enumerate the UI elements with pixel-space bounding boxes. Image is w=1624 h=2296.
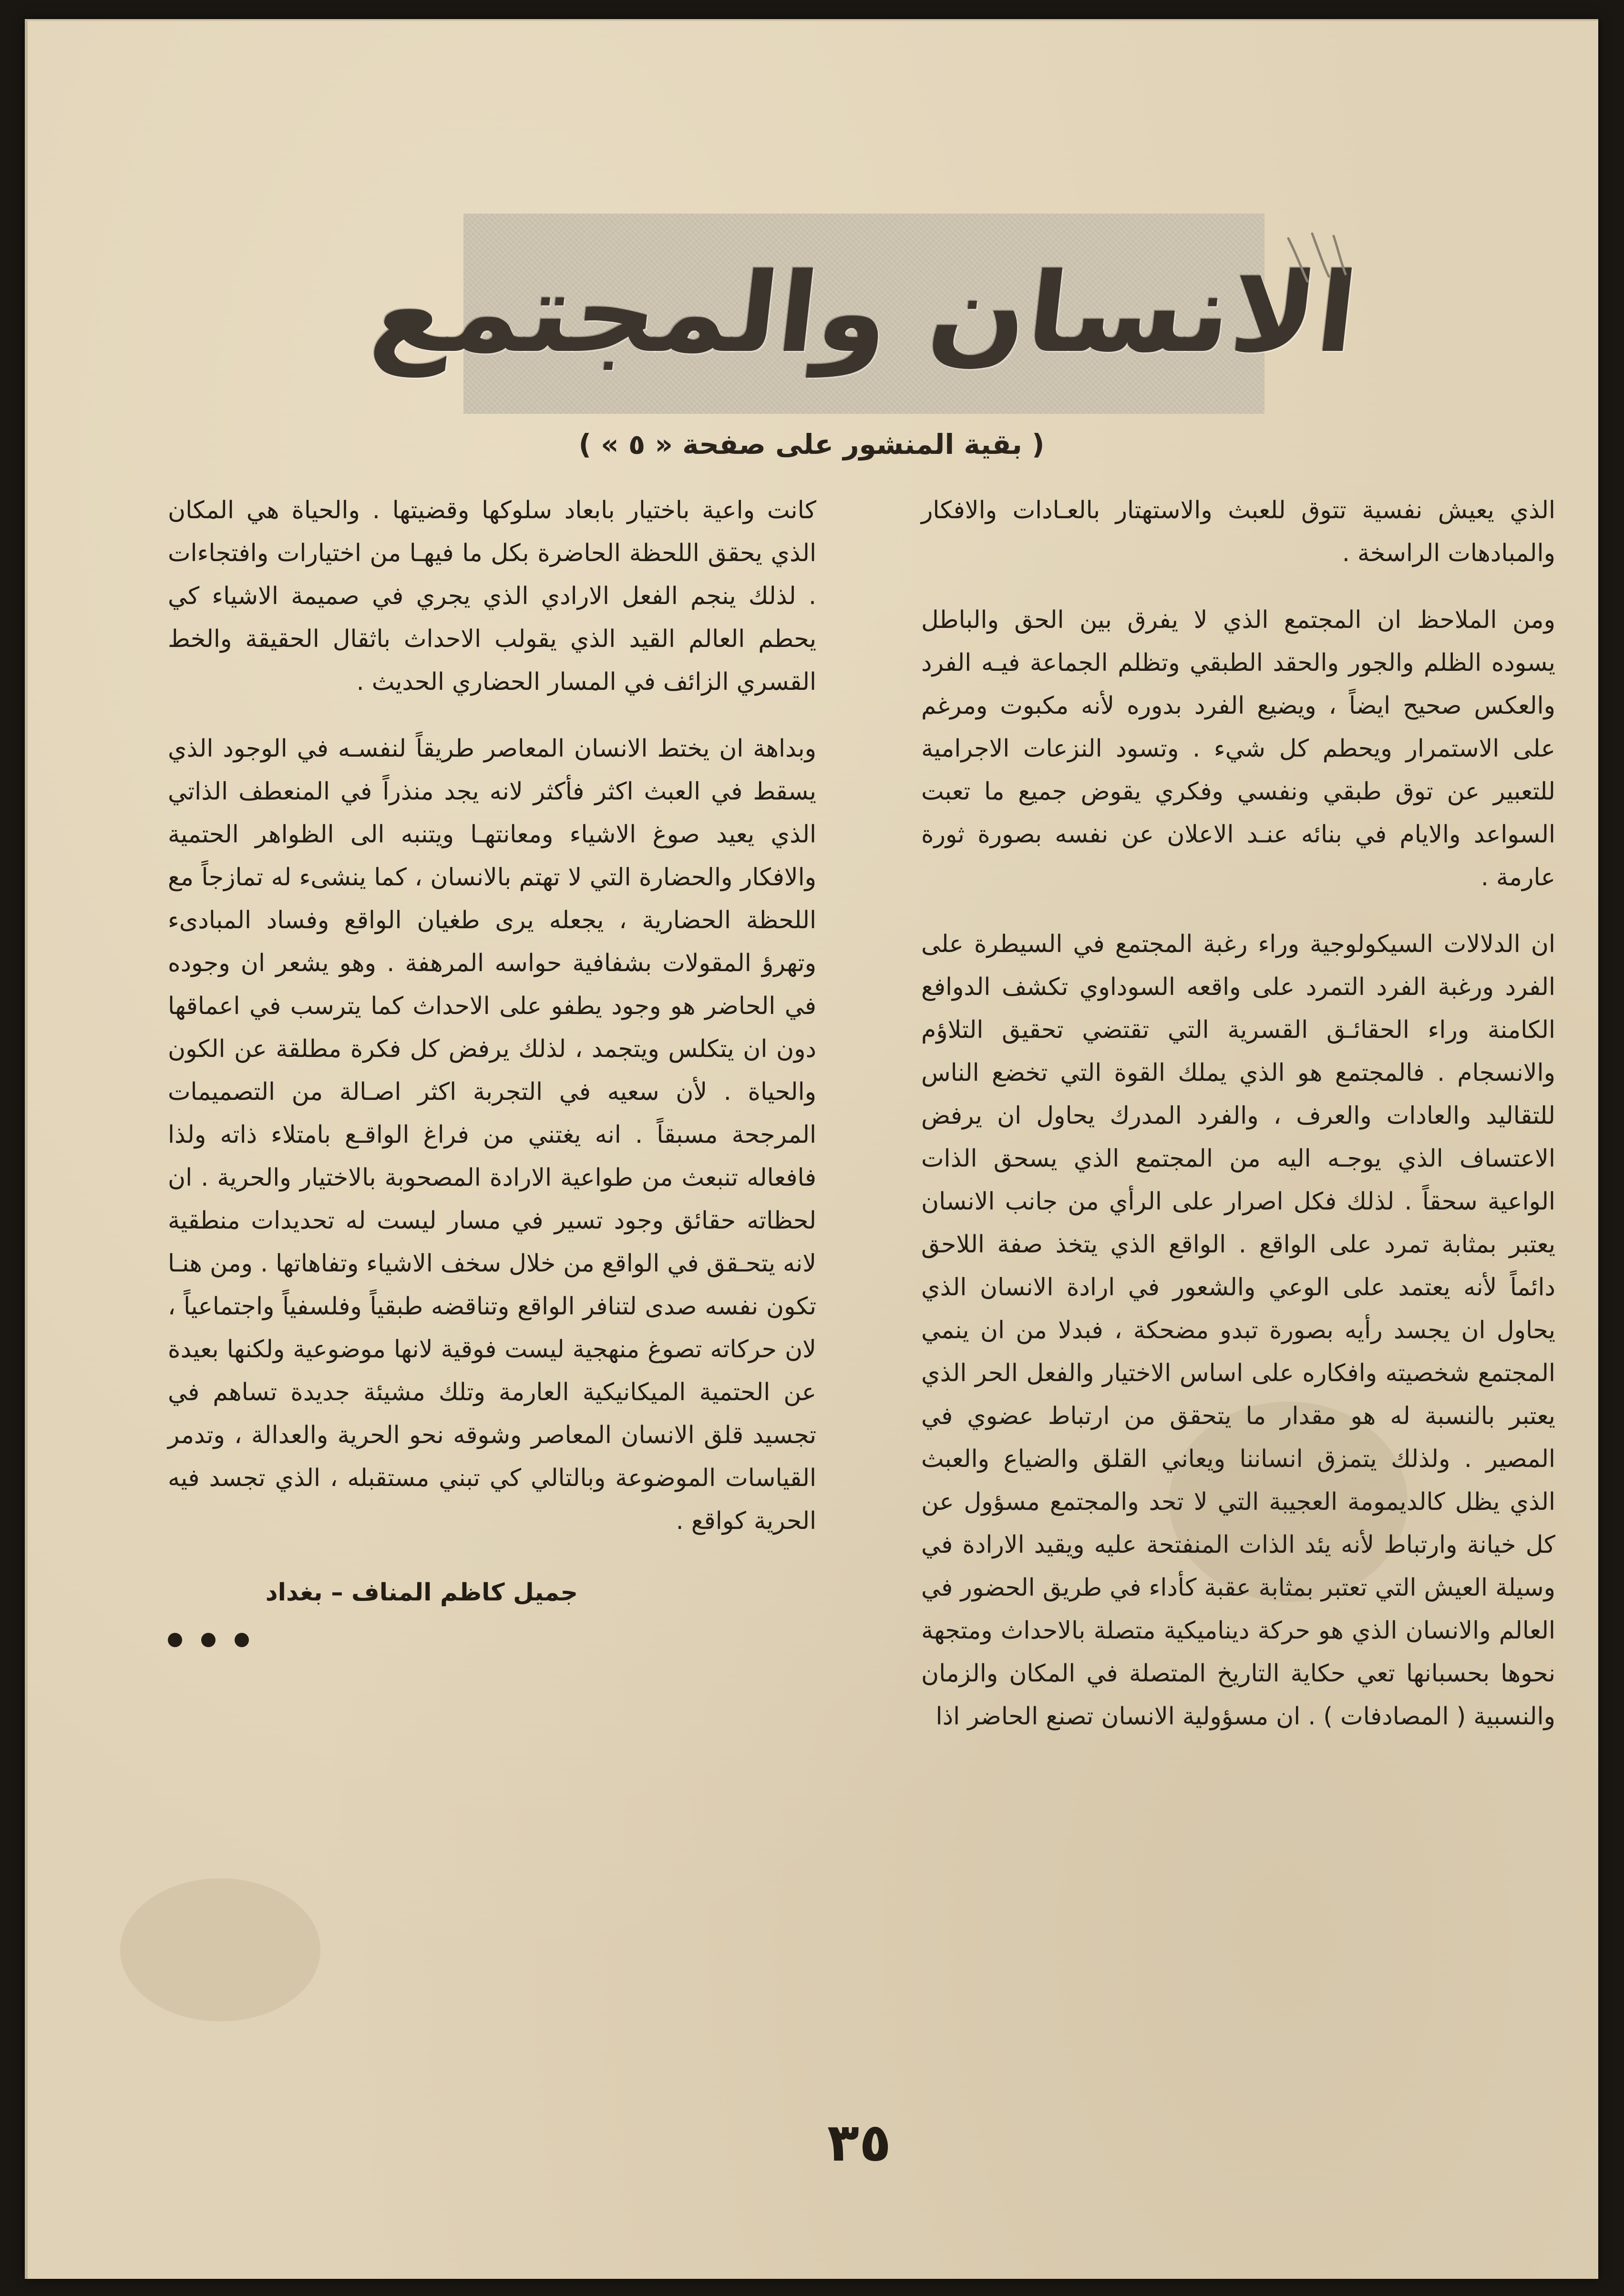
ornament-dot: [168, 1633, 182, 1647]
magazine-page: [25, 19, 1598, 2279]
pencil-mark: [1279, 229, 1355, 286]
right-column: [921, 489, 1555, 1738]
author-signature: جميل كاظم المناف – بغداد: [265, 1578, 578, 1606]
title-banner: [364, 214, 1364, 414]
left-column-paragraph: وبداهة ان يختط الانسان المعاصر طريقاً لنفسـه في الوجود الذي يسقط في العبث اكثر فأكثر لانه يجد منذراً في المنعطف الذاتي الذي يعيد صوغ الاشياء ومعانتهـا ويتنبه الى الظواهر الحتمية والافكار والحضارة التي لا تهتم بالانسان ، كما ينشىء له تمازجاً مع اللحظة الحضارية ، يجعله يرى طغيان الواقع وفساد المبادىء وتهرؤ المقولات بشفافية حواسه المرهفة . وهو يشعر ان وجوده في الحاضر هو وجود يطفو على الاحداث كما يترسب في اعماقها دون ان يتكلس ويتجمد ، لذلك يرفض كل فكرة مطلقة عن الكون والحياة . لأن سعيه في التجربة اكثر اصـالة من التصميمات المرجحة مسبقاً . انه يغتني من فراغ الواقـع بامتلاء ذاته ولذا فافعاله تنبعث من طواعية الارادة المصحوبة بالاختيار والحرية . ان لحظاته حقائق وجود تسير في مسار ليست له تحديدات منطقية لانه يتحـقق في الواقع من خلال سخف الاشياء وتفاهاتها . ومن هنـا تكون نفسه صدى لتنافر الواقع وتناقضه طبقياً وفلسفياً واجتماعياً ، لان حركاته تصوغ منهجية ليست فوقية لانها موضوعية ولكنها بعيدة عن الحتمية الميكانيكية العارمة وتلك مشيئة جديدة تساهم في تجسيد قلق الانسان المعاصر وشوقه نحو الحرية والعدالة ، وتدمر القياسات الموضوعة وبالتالي كي تبني مستقبله ، الذي تجسد فيه الحرية كواقع .: [168, 734, 816, 1535]
right-column-paragraph: ان الدلالات السيكولوجية وراء رغبة المجتمع في السيطرة على الفرد ورغبة الفرد التمرد على واقعه السوداوي تكشف الدوافع الكامنة وراء الحقائـق القسرية التي تقتضي تحقيق التلاؤم والانسجام . فالمجتمع هو الذي يملك القوة التي تخضع الناس للتقاليد والعادات والعرف ، والفرد المدرك يحاول ان يرفض الاعتساف الذي يوجـه اليه من المجتمع الذي يسحق الذات الواعية سحقاً . لذلك فكل اصرار على الرأي من جانب الانسان يعتبر بمثابة تمرد على الواقع . الواقع الذي يتخذ صفة اللاحق دائماً لأنه يعتمد على الوعي والشعور في ارادة الانسان الذي يحاول ان يجسد رأيه بصورة تبدو مضحكة ، فبدلا من ان ينمي المجتمع شخصيته وافكاره على اساس الاختيار والفعل الحر الذي يعتبر بالنسبة له هو مقدار ما يتحقق من ارتباط عضوي في المصير . ولذلك يتمزق انساننا ويعاني القلق والضياع والعبث الذي يظل كالديمومة العجيبة التي لا تحد والمجتمع مسؤول عن كل خيانة وارتباط لأنه يئد الذات المنفتحة عليه ويقيد الارادة في وسيلة العيش التي تعتبر بمثابة عقبة كأداء في طريق الحضور في العالم والانسان الذي هو حركة ديناميكية متصلة بالاحداث ومتجهة نحوها بحسبانها تعي حكاية التاريخ المتصلة في المكان والزمان والنسبية ( المصادفات ) . ان مسؤولية الانسان تصنع الحاضر اذا: [921, 930, 1555, 1730]
article-title: الانسان والمجتمع: [364, 250, 1364, 377]
ornament-dot: [235, 1633, 249, 1647]
right-column-paragraph: الذي يعيش نفسية تتوق للعبث والاستهتار بالعـادات والافكار والمبادهات الراسخة .: [921, 496, 1555, 567]
left-column: [168, 489, 816, 1647]
left-column-paragraph: كانت واعية باختيار بابعاد سلوكها وقضيتها . والحياة هي المكان الذي يحقق اللحظة الحاضرة بكل ما فيهـا من اختيارات وافتجاءات . لذلك ينجم الفعل الارادي الذي يجري في صميمة الاشياء كي يحطم العالم القيد الذي يقولب الاحداث باثقال الحقيقة والخط القسري الزائف في المسار الحضاري الحديث .: [168, 496, 816, 696]
right-column-paragraph: ومن الملاحظ ان المجتمع الذي لا يفرق بين الحق والباطل يسوده الظلم والجور والحقد الطبقي وتظلم الجماعة فيـه الفرد والعكس صحيح ايضاً ، ويضيع الفرد بدوره لأنه مكبوت ومرغم على الاستمرار ويحطم كل شيء . وتسود النزعات الاجرامية للتعبير عن توق طبقي ونفسي وفكري يقوض جميع ما تعبت السواعد والايام في بنائه عنـد الاعلان عن نفسه بصورة ثورة عارمة .: [921, 605, 1555, 891]
continuation-note: ( بقية المنشور على صفحة « ٥ » ): [578, 428, 1045, 461]
end-ornament: [168, 1633, 816, 1647]
paper-stain: [120, 1878, 320, 2021]
page-number: ٣٥: [827, 2112, 892, 2173]
ornament-dot: [201, 1633, 216, 1647]
